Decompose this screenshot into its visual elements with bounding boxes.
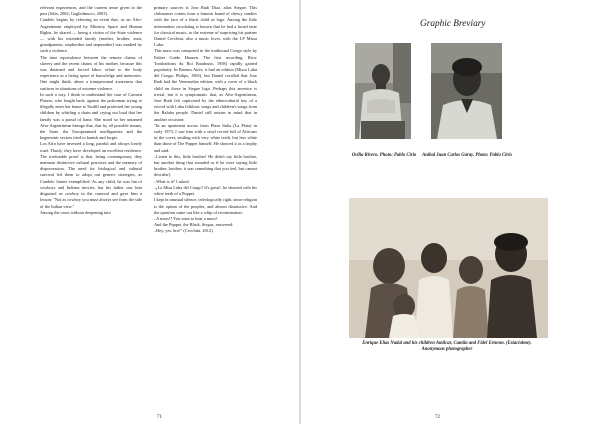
portrait-photo-woman (355, 43, 411, 139)
page-number-right: 72 (435, 415, 440, 420)
paragraph: –Listen to this, little brother! He didn't say little brother, but another thing that sounded as if he were saying little brother, brother; it was something that you feel, but cannot describe]. (154, 153, 257, 178)
photo-caption-3: Enrique Elías Nadal and his children Amílcar, Camila and Fidel Ernesto. (Estaciolme). Anonymous photographer (362, 341, 532, 352)
paragraph: The time equivalence between the remote chains of slavery and the recent chains of his mother, because this was detained and forced labor, relate to the body experience as a living space of knowledge and memories. One might think, about a transpersonal awareness that surfaces in situations of extreme violence. (40, 54, 142, 91)
paragraph: Among the cases without deepening into (40, 209, 111, 215)
paragraph: –What is it? I asked. (154, 178, 190, 184)
paragraph: –¡La Misa Luba del Congo! It's great!, he shouted with his white teeth of a Puppet. (154, 184, 257, 197)
paragraph: In such a way, I think to understand the case of Carmen Platero, who fought back, against the policeman trying to illegally enter her home at Turdill and protected her young children by whirling a chain and crying out loud that her family was a proud of liana. She stood so her untamed Afro-Argentinean lineage that, that by all possible means, the State, the Europeanized intelligentsia and the hegemonic sectors tried to banish and forget. (40, 91, 142, 141)
left-page (0, 0, 299, 424)
family-group-photo (349, 198, 548, 338)
paragraph: Los Afro have invested a long, painful and always lonely road. Thusly, they have developed an excellent resilience. The irrefutable proof is that, being contemporary, they maintain distinctive cultural practices and the memory of dispossession. The need for biological and cultural survival led them to adopt out generic strategies, as Candelo Juárez exemplified: As any child, he was fan of cowboys and Indians movies, but his father saw him disguised as cowboy in the carnival and gave him a lesson: "Not as cowboy you must always see from the side of the Indian view." (40, 141, 142, 209)
paragraph: I kept in unusual silence, teleologically right, since religion is the opium of the peoples, and almost dismissive. And the question came out like a whip of recrimination: (154, 197, 258, 215)
paragraph: primary sources is Jose Rudi Diaz, alias Siegue. This clubmaster comes from a famous brand of chewy candies with the face of a black child as logo. Among the little information circulating is known that he had a broad taste for classical music, to the extreme of surprising his partner Daniel Cecchini, also a music lover, with the LP Missa Luba. (154, 5, 257, 48)
portrait-photo-man (431, 43, 502, 139)
paragraph: This mass was composed in the traditional Congo style by Father Guido Haazen. The first recording. Rica: Troubadours du Roi Baudouin, 1958) rapidly gained popularity. In Buenos Aires, it had an edition (Missa Luba del Congo. Philips, 1965), but Daniel recalled that Jose Rudi had the Venezuelan edition, with a cover of a black child on those in Siegue logo. Perhaps this ancestor is trivial, but it is symptomatic that, as Afro-Argentinean, Jose Rudi felt captivated by the ethnocultural key of a record with Luba folkloric songs and children's songs from the Baluba people. Daniel still retains in mind that in another occasion: (154, 48, 257, 122)
paragraph: "In an apartment across from Plaza Italia (La Plata) in early 1973, I saw him with a vinyl record full of Africans in the cover, smiling with very white teeth, but less white than those of The Puppet himself. He showed it as a trophy and said: (154, 122, 257, 153)
page-number-left: 71 (157, 415, 162, 420)
paragraph: –A mass!? You want to hear a mass? (154, 215, 218, 221)
photo-caption-2: Aníbal Juan Carlos Garay. Photo: Pablo Cirio (422, 153, 512, 158)
photo-caption-1: Ovilia Rivero. Photo: Pablo Cirio (351, 153, 417, 158)
text-column-2 (154, 5, 257, 235)
paragraph: –Hey, yes, bro!" (Cecchini, 2012). (154, 228, 214, 234)
text-column-1 (40, 5, 142, 216)
paragraph: And the Puppet, the Black, Siegus, answered: (154, 222, 234, 228)
paragraph: relevant experiences, and the current sense given to the past (Jelin, 2002; Gagliolmucci, 2003). (40, 5, 142, 17)
running-header: Graphic Breviary (420, 19, 486, 29)
paragraph: Candelo begins by referring an event that, as an Afro-Argentinean employed by Ministry Space and Human Rights, he shared — being a victim of the State violence — with his extended family (mother, brother, aunt, grandparents, stepbrother and stepmother) was marked by such a violence. (40, 17, 142, 54)
